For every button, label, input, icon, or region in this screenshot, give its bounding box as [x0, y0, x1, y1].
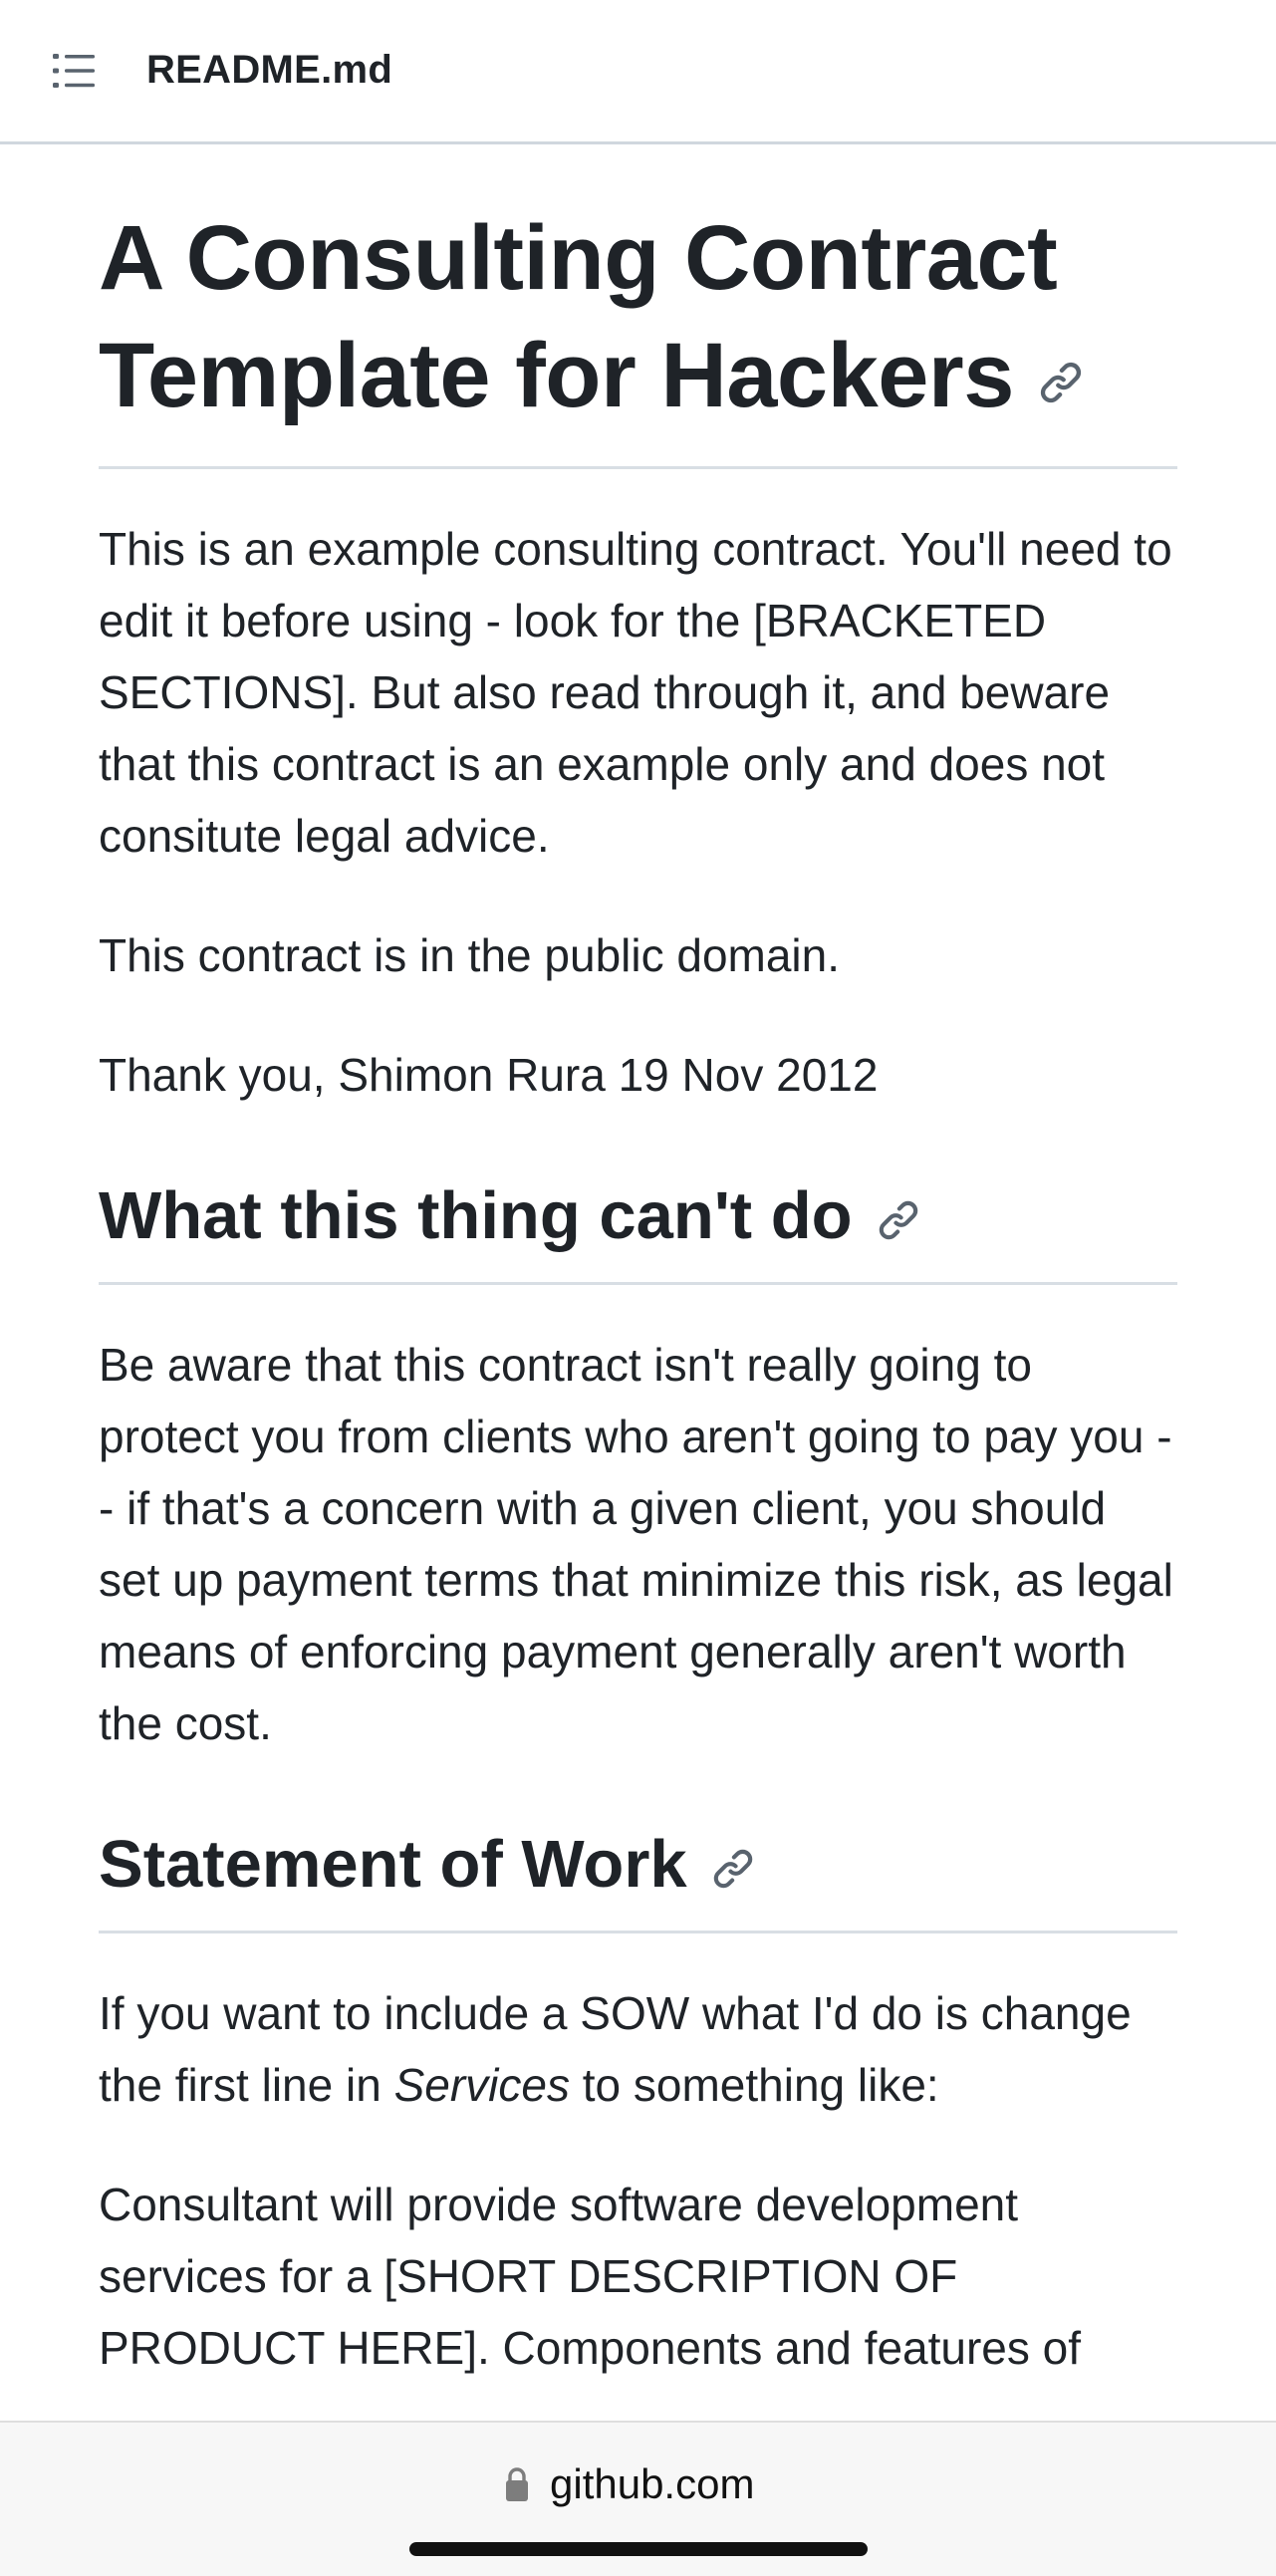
anchor-link-icon[interactable]: [1038, 360, 1084, 405]
sow-paragraph: [99, 1977, 1177, 2121]
home-indicator[interactable]: [409, 2542, 868, 2556]
url-domain[interactable]: github.com: [550, 2460, 755, 2507]
signoff-paragraph: Thank you, Shimon Rura 19 Nov 2012: [99, 1049, 879, 1101]
readme-content: [99, 141, 1177, 2384]
file-title: README.md: [146, 48, 393, 92]
page-title: [99, 199, 1177, 469]
section-heading-limitations: [99, 1174, 1177, 1285]
readme-header: [0, 0, 1276, 144]
sow-text-before: If you want to include a SOW what I'd do is change the first line in: [99, 1987, 1132, 2111]
sow-example-paragraph: Consultant will provide software development services for a [SHORT DESCRIPTION OF PRODUCT HERE]. Components and features of: [99, 2179, 1082, 2374]
list-icon[interactable]: [53, 53, 95, 89]
sow-text-emphasis: Services: [393, 2059, 570, 2111]
public-domain-paragraph: This contract is in the public domain.: [99, 929, 841, 981]
anchor-link-icon[interactable]: [877, 1198, 920, 1242]
limitations-paragraph: Be aware that this contract isn't really going to protect you from clients who aren't going to pay you -- if that's a concern with a given client, you should set up payment terms that minimize this risk, as legal means of enforcing payment generally aren't worth the cost.: [99, 1339, 1173, 1749]
section-heading-limitations-text: What this thing can't do: [99, 1178, 853, 1253]
lock-icon: [506, 2467, 528, 2501]
anchor-link-icon[interactable]: [711, 1847, 755, 1891]
browser-address-bar[interactable]: [0, 2421, 1276, 2576]
intro-paragraph: This is an example consulting contract. You'll need to edit it before using - look for the [BRACKETED SECTIONS]. But also read through it, and beware that this contract is an example only and does not consitute legal advice.: [99, 523, 1172, 862]
page-title-text: A Consulting Contract Template for Hackers: [99, 207, 1058, 426]
section-heading-sow: [99, 1823, 1177, 1933]
section-heading-sow-text: Statement of Work: [99, 1827, 687, 1902]
sow-text-after: to something like:: [569, 2059, 939, 2111]
